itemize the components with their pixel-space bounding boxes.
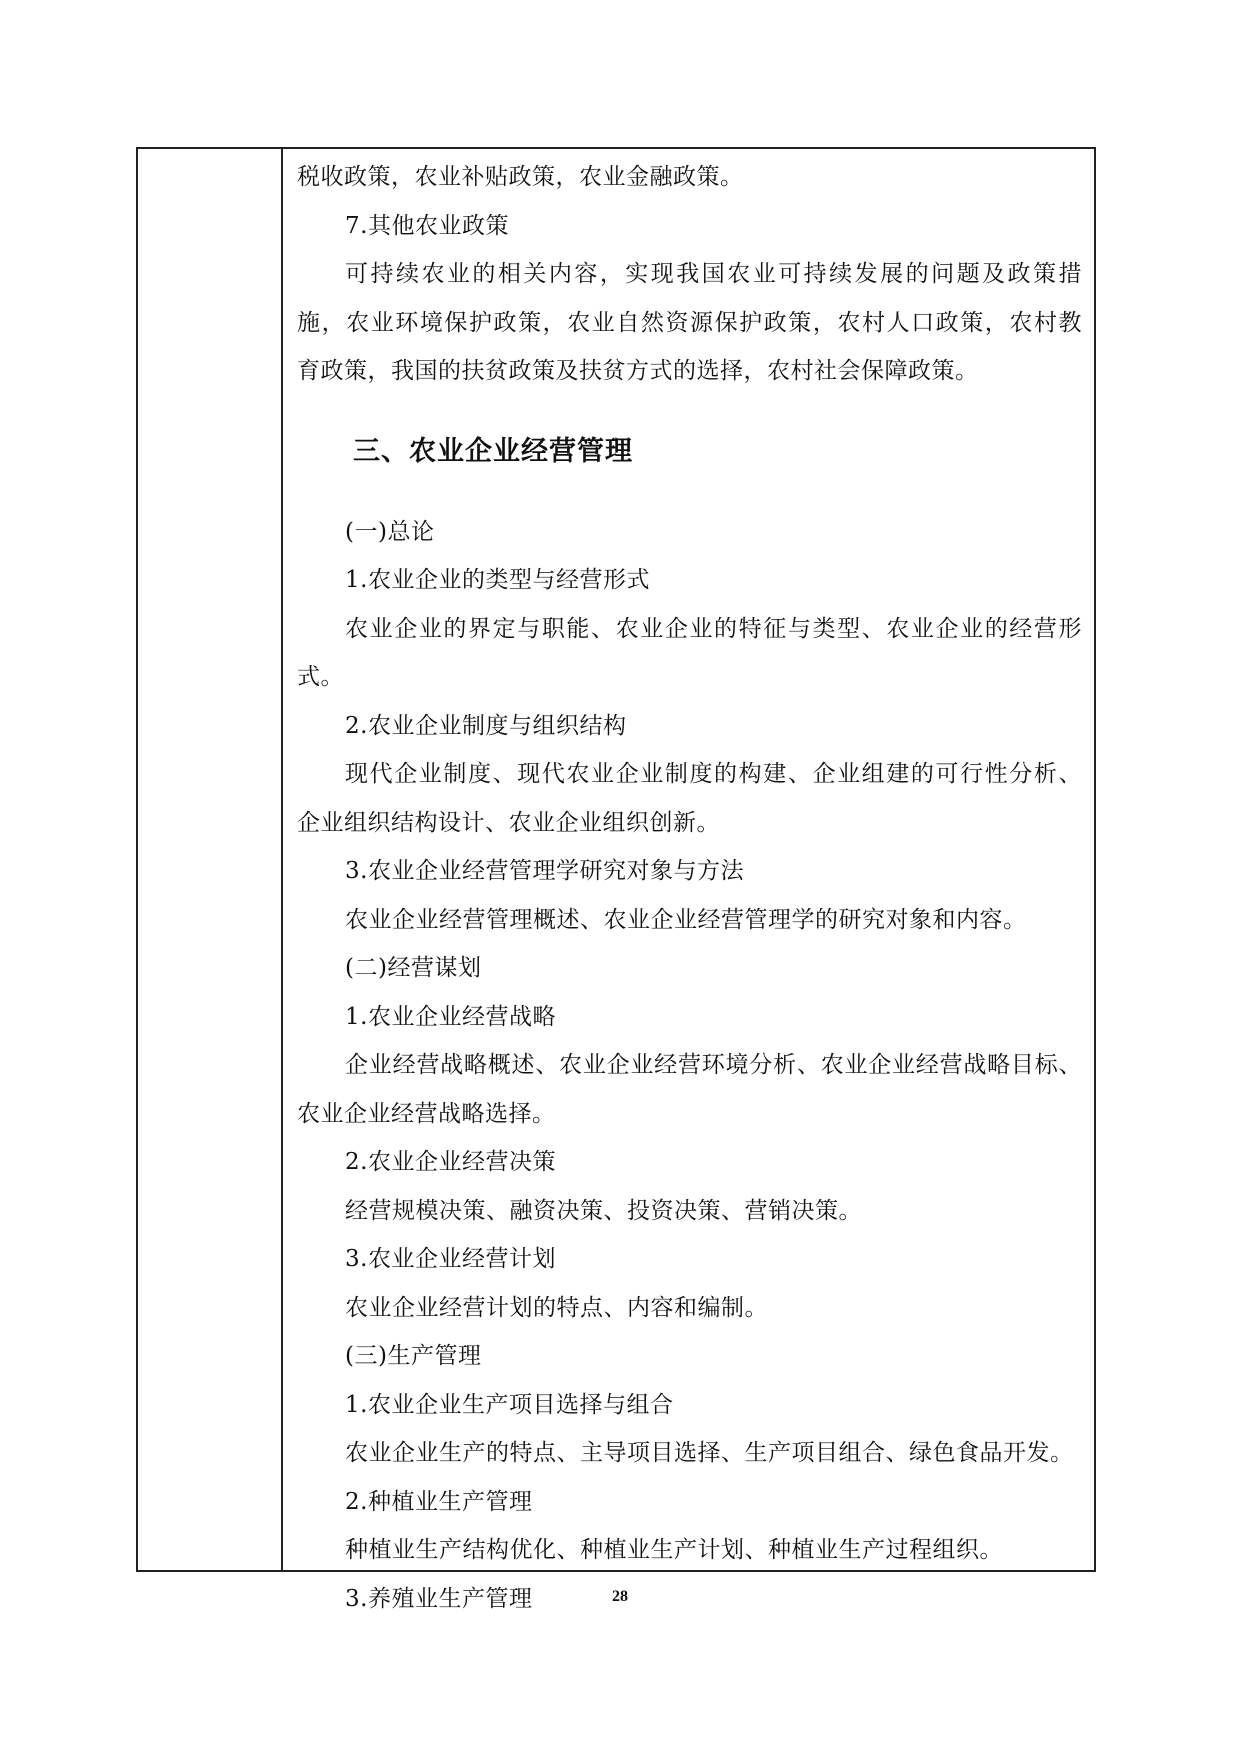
- subsection-title: (二)经营谋划: [345, 955, 482, 981]
- subsection-title: (一)总论: [345, 518, 435, 545]
- text-line: 企业组织结构设计、农业企业组织创新。: [297, 809, 720, 836]
- text-line: 施，农业环境保护政策，农业自然资源保护政策，农村人口政策，农村教: [297, 309, 1082, 336]
- section-heading: 三、农业企业经营管理: [353, 435, 633, 467]
- table-left-column: [138, 149, 283, 1570]
- text-line: 企业经营战略概述、农业企业经营环境分析、农业企业经营战略目标、: [345, 1052, 1082, 1078]
- text-line: 经营规模决策、融资决策、投资决策、营销决策。: [345, 1197, 862, 1224]
- text-line: 农业企业经营管理概述、农业企业经营管理学的研究对象和内容。: [345, 906, 1027, 933]
- text-line: 可持续农业的相关内容，实现我国农业可持续发展的问题及政策措: [345, 261, 1082, 287]
- subsection-title: 1.农业企业经营战略: [345, 1003, 556, 1030]
- text-line: 式。: [297, 664, 344, 690]
- subsection-title: 2.农业企业经营决策: [345, 1149, 556, 1175]
- text-line: 种植业生产结构优化、种植业生产计划、种植业生产过程组织。: [345, 1537, 1003, 1563]
- text-line: 现代企业制度、现代农业企业制度的构建、企业组建的可行性分析、: [345, 761, 1082, 787]
- page-number: 28: [612, 1588, 628, 1605]
- subsection-title: 1.农业企业的类型与经营形式: [345, 567, 650, 593]
- text-line: 育政策，我国的扶贫政策及扶贫方式的选择，农村社会保障政策。: [297, 358, 979, 384]
- subsection-title: 2.种植业生产管理: [345, 1488, 533, 1515]
- text-line: 农业企业经营战略选择。: [297, 1100, 556, 1127]
- text-line: 农业企业的界定与职能、农业企业的特征与类型、农业企业的经营形: [345, 615, 1082, 642]
- text-line: 农业企业生产的特点、主导项目选择、生产项目组合、绿色食品开发。: [345, 1440, 1074, 1466]
- subsection-title: 3.农业企业经营计划: [345, 1246, 556, 1272]
- subsection-title: 2.农业企业制度与组织结构: [345, 712, 627, 739]
- subsection-title: (三)生产管理: [345, 1343, 482, 1369]
- subsection-title: 3.农业企业经营管理学研究对象与方法: [345, 858, 744, 884]
- subsection-title: 7.其他农业政策: [345, 212, 509, 239]
- subsection-title: 3.养殖业生产管理: [345, 1585, 533, 1612]
- text-line: 农业企业经营计划的特点、内容和编制。: [345, 1294, 768, 1321]
- text-line: 税收政策，农业补贴政策，农业金融政策。: [297, 164, 744, 190]
- subsection-title: 1.农业企业生产项目选择与组合: [345, 1391, 674, 1418]
